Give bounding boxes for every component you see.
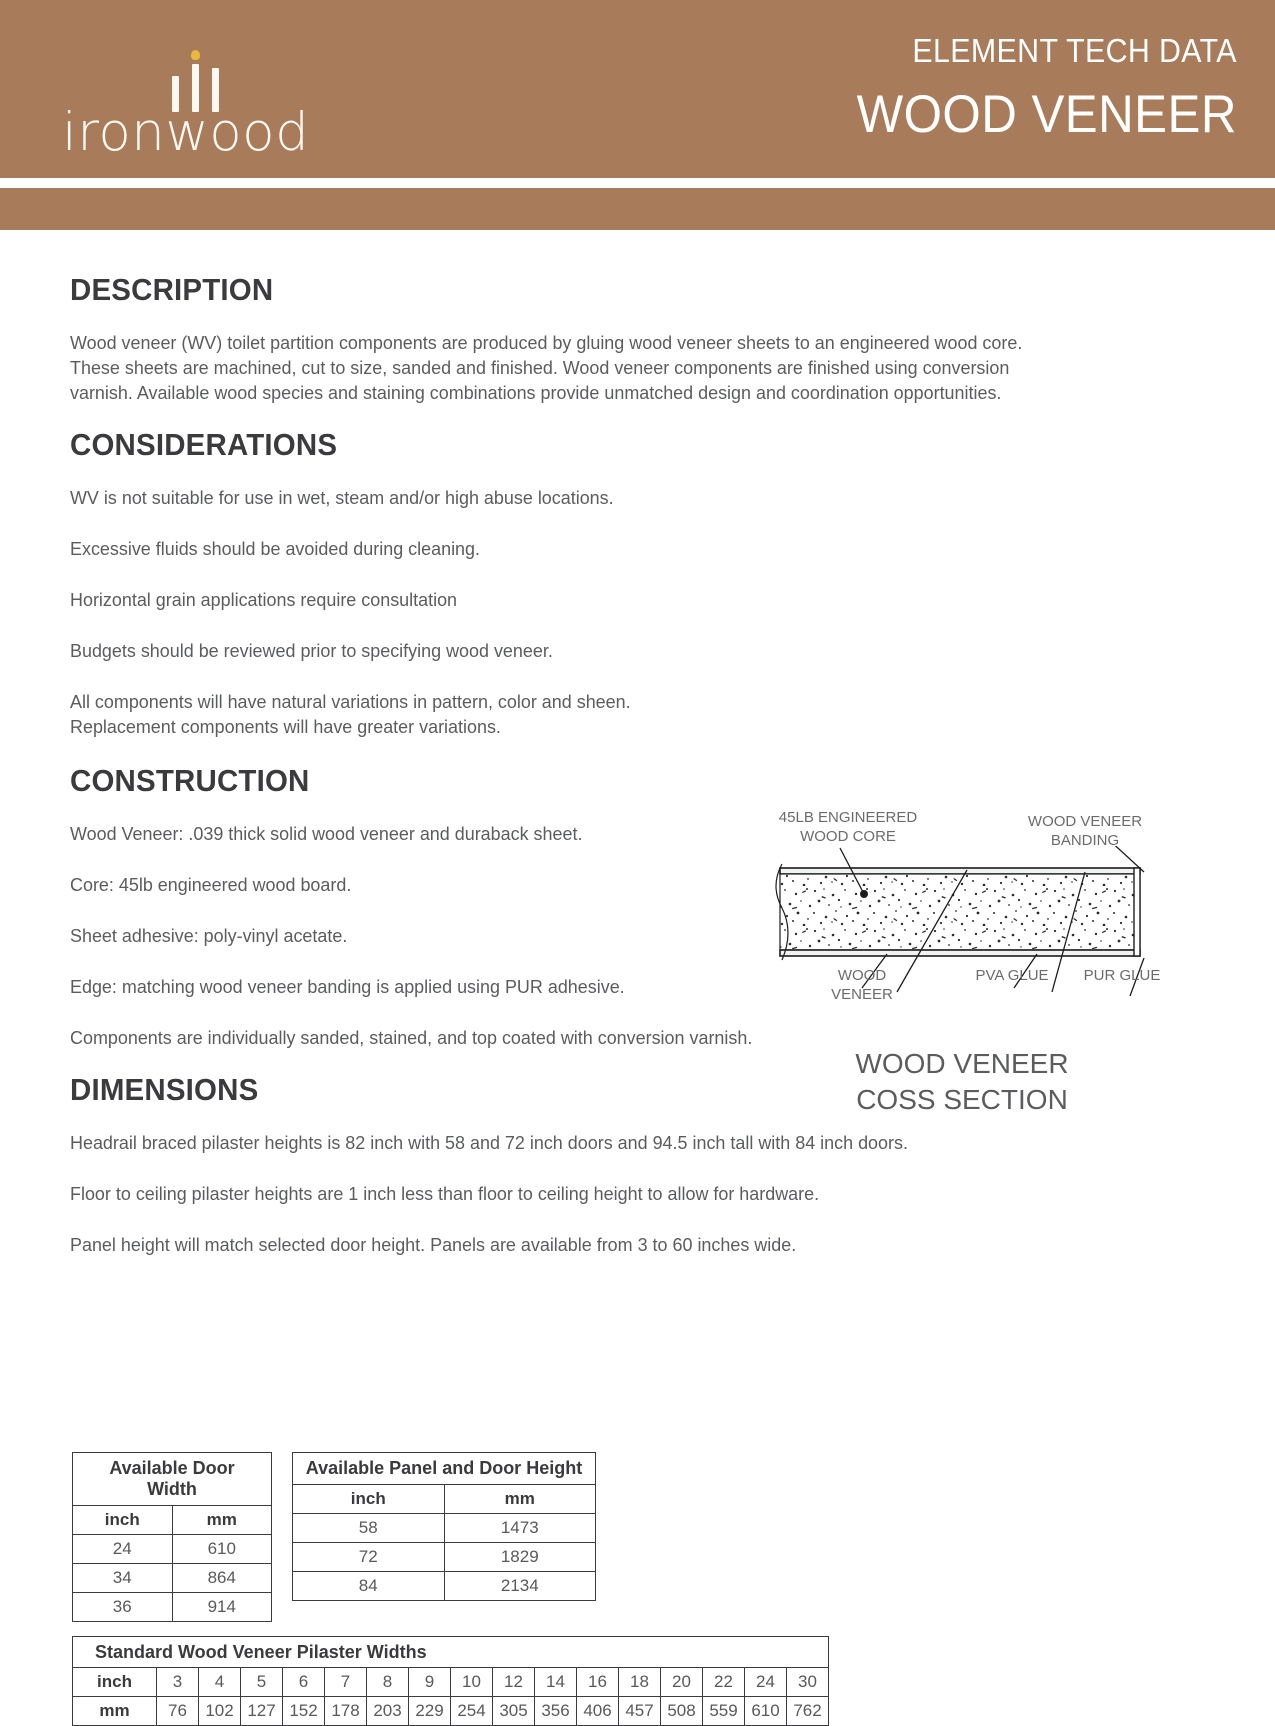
callout-veneer-banding	[1000, 812, 1170, 850]
diagram-caption	[752, 1046, 1172, 1118]
col-header-inch: inch	[293, 1485, 445, 1514]
table-pilaster-title: Standard Wood Veneer Pilaster Widths	[73, 1637, 829, 1668]
cell-mm: 559	[703, 1697, 745, 1726]
table-row	[73, 1535, 272, 1564]
table-panel-height-title: Available Panel and Door Height	[293, 1453, 596, 1485]
cell-inch: 16	[577, 1668, 619, 1697]
cell-inch: 3	[157, 1668, 199, 1697]
callout-veneer-line2: VENEER	[831, 986, 893, 1003]
consideration-item: Budgets should be reviewed prior to specifying wood veneer.	[70, 640, 553, 661]
cell-inch: 5	[241, 1668, 283, 1697]
cell-inch: 36	[73, 1593, 173, 1622]
cell-mm: 254	[451, 1697, 493, 1726]
diagram-caption-line2: COSS SECTION	[856, 1084, 1068, 1115]
consideration-item: WV is not suitable for use in wet, steam and/or high abuse locations.	[70, 487, 614, 508]
cell-mm: 610	[745, 1697, 787, 1726]
cell-mm: 762	[787, 1697, 829, 1726]
cell-inch: 24	[745, 1668, 787, 1697]
callout-pva-glue: PVA GLUE	[975, 967, 1049, 984]
dimension-item: Floor to ceiling pilaster heights are 1 inch less than floor to ceiling height to allow for hardware.	[70, 1183, 820, 1204]
cross-section-drawing	[752, 846, 1172, 1046]
heading-description: DESCRIPTION	[70, 272, 274, 307]
cell-mm: 229	[409, 1697, 451, 1726]
cell-inch: 58	[293, 1514, 445, 1543]
cell-mm: 864	[172, 1564, 272, 1593]
cell-mm: 127	[241, 1697, 283, 1726]
heading-construction: CONSTRUCTION	[70, 763, 310, 798]
row-label-inch: inch	[73, 1668, 157, 1697]
cell-inch: 20	[661, 1668, 703, 1697]
header-kicker: ELEMENT TECH DATA	[912, 32, 1237, 69]
accent-dot-icon	[191, 50, 200, 60]
callout-veneer-line1: WOOD	[837, 967, 887, 984]
cell-mm: 610	[172, 1535, 272, 1564]
cell-inch: 4	[199, 1668, 241, 1697]
cell-mm: 457	[619, 1697, 661, 1726]
callout-pur-glue: PUR GLUE	[1083, 967, 1161, 984]
description-body: Wood veneer (WV) toilet partition components are produced by gluing wood veneer sheets to an engineered wood core. These sheets are machined, cut to size, sanded and finished. Wood veneer components are finished using conversion varnish. Available wood species and staining combinations provide unmatched design and coordination opportunities.	[70, 332, 1023, 403]
construction-item: Edge: matching wood veneer banding is applied using PUR adhesive.	[70, 976, 625, 997]
cell-inch: 10	[451, 1668, 493, 1697]
callout-banding-line2: BANDING	[1050, 832, 1120, 849]
diagram-caption-line1: WOOD VENEER	[855, 1048, 1069, 1079]
cell-inch: 6	[283, 1668, 325, 1697]
cross-section-diagram	[752, 798, 1172, 1138]
cell-mm: 508	[661, 1697, 703, 1726]
consideration-item: Excessive fluids should be avoided during cleaning.	[70, 538, 481, 559]
table-row-mm	[73, 1697, 829, 1726]
table-row	[73, 1564, 272, 1593]
cell-mm: 178	[325, 1697, 367, 1726]
row-label-mm: mm	[73, 1697, 157, 1726]
cell-mm: 2134	[444, 1572, 596, 1601]
header-lower-band	[0, 188, 1275, 230]
cell-inch: 34	[73, 1564, 173, 1593]
cell-mm: 914	[172, 1593, 272, 1622]
col-header-inch: inch	[73, 1506, 173, 1535]
cell-inch: 84	[293, 1572, 445, 1601]
cell-inch: 14	[535, 1668, 577, 1697]
heading-dimensions: DIMENSIONS	[70, 1072, 259, 1107]
table-row	[73, 1593, 272, 1622]
table-row	[293, 1514, 596, 1543]
cell-mm: 356	[535, 1697, 577, 1726]
callout-wood-core-line2: WOOD CORE	[800, 828, 896, 845]
dimension-item: Headrail braced pilaster heights is 82 inch with 58 and 72 inch doors and 94.5 inch tall with 84 inch doors.	[70, 1132, 908, 1153]
brand-logo	[62, 48, 392, 168]
col-header-mm: mm	[444, 1485, 596, 1514]
cell-inch: 8	[367, 1668, 409, 1697]
table-row	[293, 1572, 596, 1601]
header-divider-gap	[0, 178, 1275, 188]
cell-mm: 152	[283, 1697, 325, 1726]
page-header	[0, 0, 1275, 178]
construction-item: Core: 45lb engineered wood board.	[70, 874, 352, 895]
cell-mm: 1829	[444, 1543, 596, 1572]
construction-item: Sheet adhesive: poly-vinyl acetate.	[70, 925, 348, 946]
callout-wood-veneer	[802, 966, 922, 1004]
callout-wood-core-line1: 45LB ENGINEERED	[778, 809, 918, 826]
cell-mm: 406	[577, 1697, 619, 1726]
cell-inch: 30	[787, 1668, 829, 1697]
cell-mm: 102	[199, 1697, 241, 1726]
cell-inch: 22	[703, 1668, 745, 1697]
cell-inch: 72	[293, 1543, 445, 1572]
page-title: WOOD VENEER	[856, 85, 1237, 144]
table-door-width	[72, 1452, 272, 1622]
cell-mm: 305	[493, 1697, 535, 1726]
callout-banding-line1: WOOD VENEER	[1027, 813, 1143, 830]
consideration-item: Horizontal grain applications require consultation	[70, 589, 458, 610]
construction-item: Wood Veneer: .039 thick solid wood veneer and duraback sheet.	[70, 823, 583, 844]
cell-inch: 12	[493, 1668, 535, 1697]
cell-inch: 18	[619, 1668, 661, 1697]
heading-considerations: CONSIDERATIONS	[70, 427, 338, 462]
table-row-inch	[73, 1668, 829, 1697]
construction-item: Components are individually sanded, stained, and top coated with conversion varnish.	[70, 1027, 753, 1048]
cell-mm: 1473	[444, 1514, 596, 1543]
cell-mm: 203	[367, 1697, 409, 1726]
col-header-mm: mm	[172, 1506, 272, 1535]
table-panel-door-height	[292, 1452, 596, 1601]
brand-wordmark: ironwood	[62, 102, 310, 163]
table-door-width-title: Available Door Width	[73, 1453, 272, 1506]
cell-inch: 7	[325, 1668, 367, 1697]
table-row	[293, 1543, 596, 1572]
dimension-item: Panel height will match selected door height. Panels are available from 3 to 60 inches wide.	[70, 1234, 797, 1255]
header-titles	[828, 32, 1237, 145]
cell-mm: 76	[157, 1697, 199, 1726]
callout-wood-core	[758, 808, 938, 846]
cell-inch: 24	[73, 1535, 173, 1564]
cell-inch: 9	[409, 1668, 451, 1697]
consideration-item: All components will have natural variations in pattern, color and sheen. Replacement components will have greater variations.	[70, 691, 631, 737]
